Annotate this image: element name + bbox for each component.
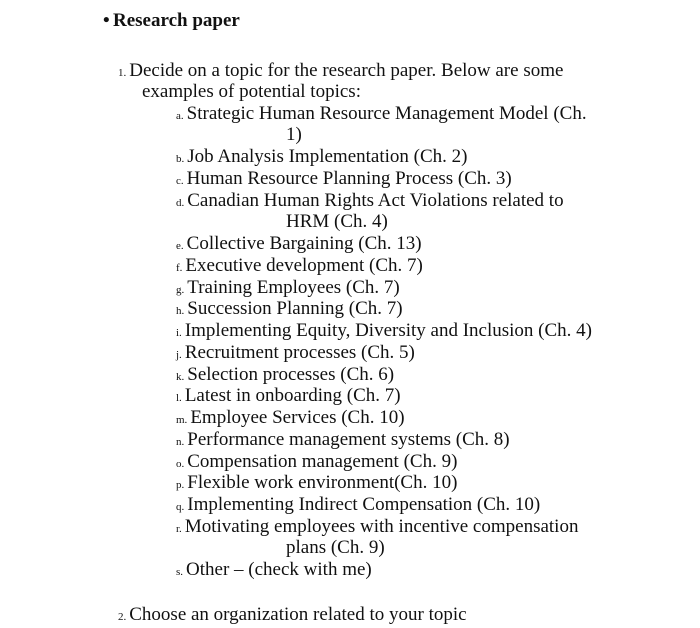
topic-item-j bbox=[176, 342, 415, 366]
topic-text: Implementing Equity, Diversity and Inclusion (Ch. 4) bbox=[184, 320, 593, 341]
topic-item-e bbox=[176, 233, 422, 257]
topic-item-l bbox=[176, 385, 401, 409]
topic-item-f bbox=[176, 255, 423, 279]
topic-text: Succession Planning (Ch. 7) bbox=[187, 298, 403, 319]
topic-marker: s. bbox=[176, 566, 184, 578]
step-1-marker: 1. bbox=[118, 67, 127, 79]
topic-marker: r. bbox=[176, 523, 182, 535]
step-1-line-2 bbox=[142, 81, 361, 102]
topic-continuation: plans (Ch. 9) bbox=[286, 537, 385, 558]
topic-marker: i. bbox=[176, 327, 182, 339]
topic-text: Executive development (Ch. 7) bbox=[185, 255, 423, 276]
topic-text: Performance management systems (Ch. 8) bbox=[187, 429, 510, 450]
topic-marker: c. bbox=[176, 175, 184, 187]
topic-item-b bbox=[176, 146, 467, 170]
topic-marker: f. bbox=[176, 262, 183, 274]
topic-marker: o. bbox=[176, 458, 185, 470]
topic-marker: k. bbox=[176, 371, 185, 383]
topic-marker: h. bbox=[176, 305, 185, 317]
topic-item-n bbox=[176, 429, 510, 453]
topic-text: Job Analysis Implementation (Ch. 2) bbox=[187, 146, 468, 167]
topic-text: Strategic Human Resource Management Model (Ch. bbox=[186, 103, 587, 124]
topic-text: Human Resource Planning Process (Ch. 3) bbox=[186, 168, 512, 189]
topic-text: Other – (check with me) bbox=[186, 559, 372, 580]
heading-title: Research paper bbox=[113, 10, 240, 31]
topic-marker: l. bbox=[176, 392, 182, 404]
step-2-line bbox=[118, 604, 467, 628]
topic-marker: a. bbox=[176, 110, 184, 122]
topic-text: Selection processes (Ch. 6) bbox=[187, 364, 395, 385]
topic-item-h bbox=[176, 298, 403, 322]
section-heading bbox=[103, 9, 240, 33]
topic-text: Implementing Indirect Compensation (Ch. 10) bbox=[187, 494, 541, 515]
topic-text: Flexible work environment(Ch. 10) bbox=[187, 472, 458, 493]
topic-text: Recruitment processes (Ch. 5) bbox=[184, 342, 415, 363]
topic-marker: q. bbox=[176, 501, 185, 513]
step-1-text-line-1: Decide on a topic for the research paper. Below are some bbox=[129, 60, 564, 81]
step-2-marker: 2. bbox=[118, 611, 127, 623]
topic-marker: g. bbox=[176, 284, 185, 296]
topic-text: Compensation management (Ch. 9) bbox=[187, 451, 458, 472]
topic-marker: p. bbox=[176, 479, 185, 491]
topic-text: Training Employees (Ch. 7) bbox=[187, 277, 400, 298]
topic-item-s bbox=[176, 559, 372, 583]
topic-item-c bbox=[176, 168, 512, 192]
topic-text: Canadian Human Rights Act Violations related to bbox=[187, 190, 564, 211]
topic-text: Motivating employees with incentive compensation bbox=[184, 516, 579, 537]
heading-bullet: • bbox=[103, 10, 110, 31]
topic-marker: e. bbox=[176, 240, 184, 252]
topic-continuation: HRM (Ch. 4) bbox=[286, 211, 388, 232]
step-1-text-line-2: examples of potential topics: bbox=[142, 81, 361, 102]
topic-text: Latest in onboarding (Ch. 7) bbox=[184, 385, 401, 406]
topic-marker: n. bbox=[176, 436, 185, 448]
step-2-text: Choose an organization related to your topic bbox=[129, 604, 467, 625]
topic-marker: j. bbox=[176, 349, 182, 361]
topic-marker: m. bbox=[176, 414, 188, 426]
topic-item-q bbox=[176, 494, 540, 518]
topic-continuation: 1) bbox=[286, 124, 302, 145]
topic-item-p bbox=[176, 472, 457, 496]
topic-item-m bbox=[176, 407, 405, 431]
topic-text: Collective Bargaining (Ch. 13) bbox=[186, 233, 422, 254]
topic-text: Employee Services (Ch. 10) bbox=[190, 407, 405, 428]
topic-item-a bbox=[176, 103, 587, 127]
topic-marker: d. bbox=[176, 197, 185, 209]
topic-marker: b. bbox=[176, 153, 185, 165]
topic-item-i bbox=[176, 320, 592, 344]
